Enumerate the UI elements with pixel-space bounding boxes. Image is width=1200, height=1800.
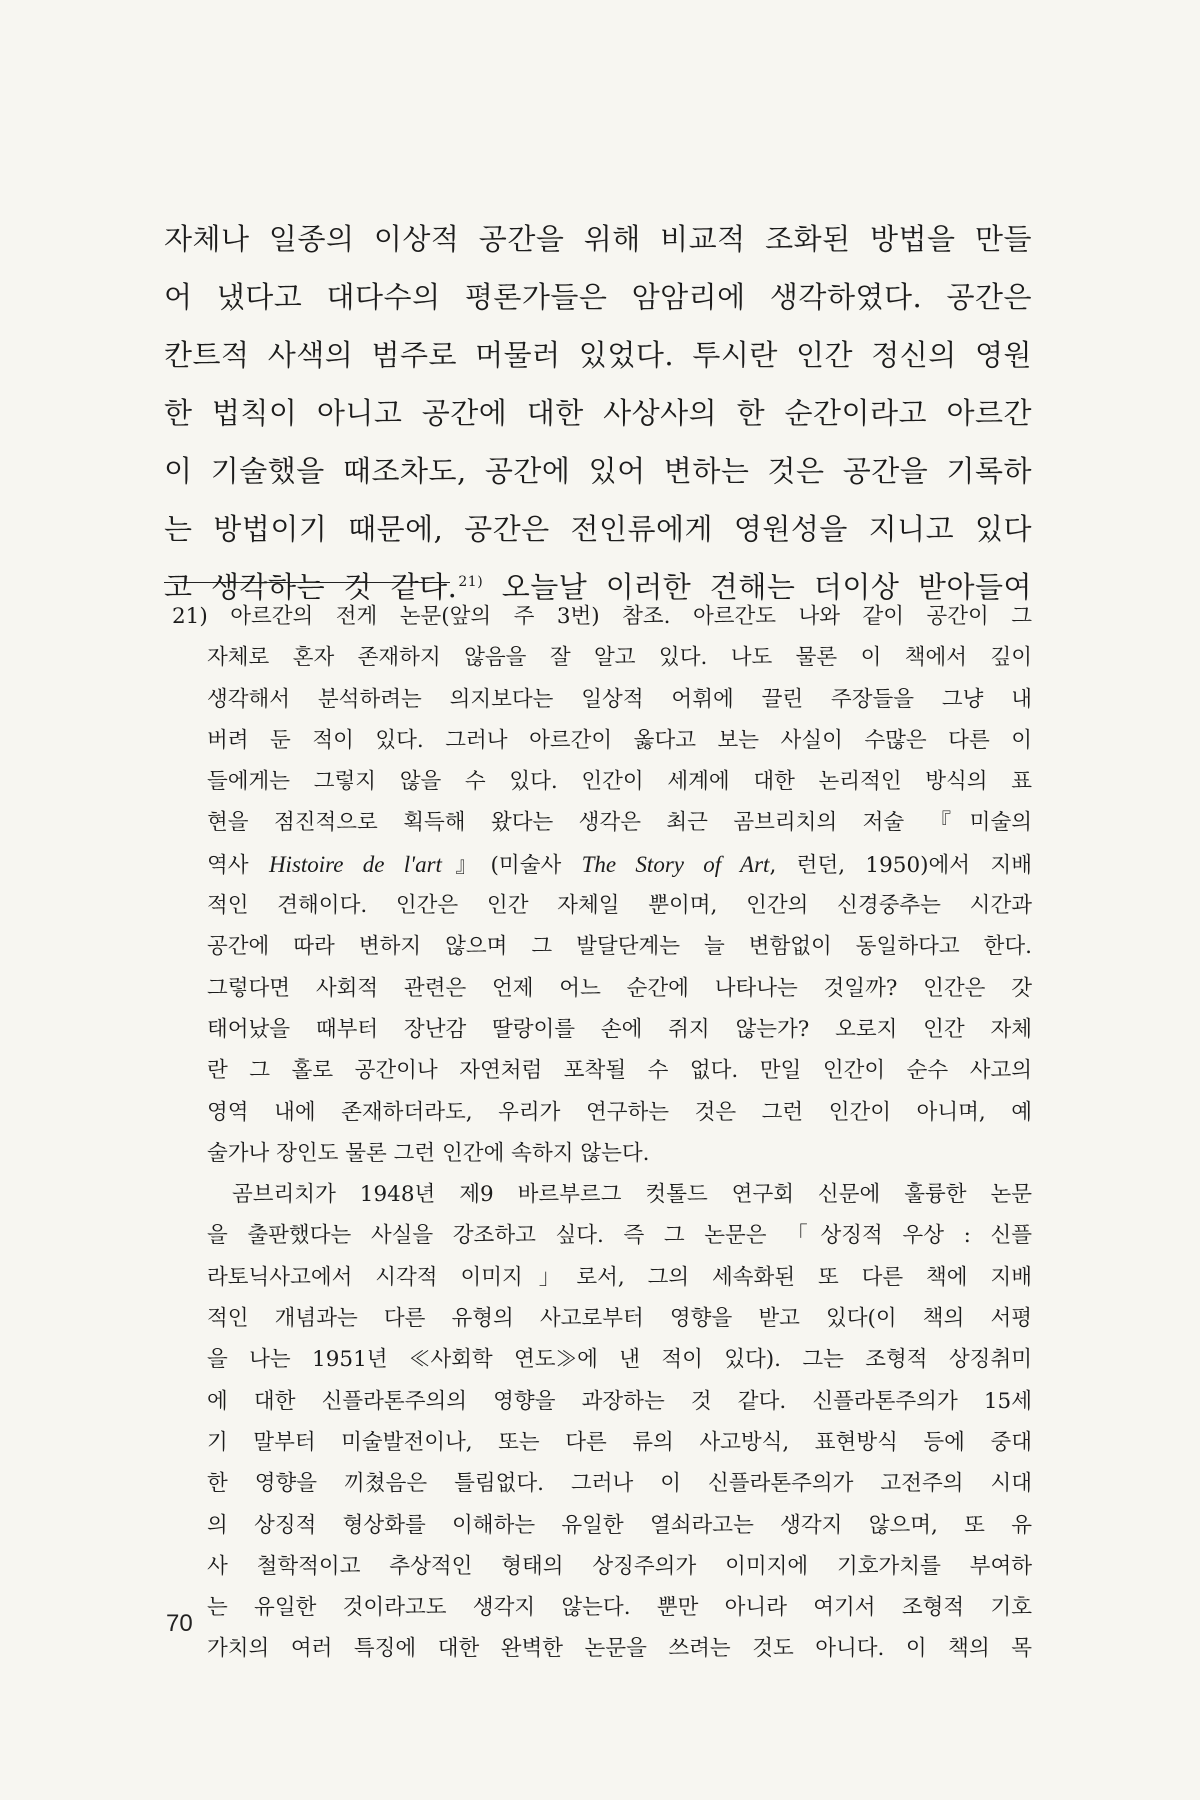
- footnote-paragraph-end: 술가나 장인도 물론 그런 인간에 속하지 않는다.: [207, 1140, 650, 1166]
- main-text: [164, 210, 1032, 616]
- footnote-line: 태어났을 때부터 장난감 딸랑이를 손에 쥐지 않는가? 오로지 인간 자체: [207, 1016, 1032, 1042]
- footnote-line: 을 출판했다는 사실을 강조하고 싶다. 즉 그 논문은 「상징적 우상 : 신플: [207, 1223, 1032, 1249]
- footnote-line: 기 말부터 미술발전이나, 또는 다른 류의 사고방식, 표현방식 등에 중대: [207, 1429, 1032, 1455]
- footnote-line: 라토닉사고에서 시각적 이미지」로서, 그의 세속화된 또 다른 책에 지배: [207, 1264, 1032, 1290]
- footnote-separator: [164, 582, 450, 583]
- body-line: 는 방법이기 때문에, 공간은 전인류에게 영원성을 지니고 있다: [164, 512, 1032, 546]
- footnote-line: 사 철학적이고 추상적인 형태의 상징주의가 이미지에 기호가치를 부여하: [207, 1553, 1032, 1579]
- citation-suffix: , 런던, 1950)에서 지배: [769, 852, 1032, 878]
- footnote-first-text: 아르간의 전게 논문(앞의 주 3번) 참조. 아르간도 나와 같이 공간이 그: [230, 604, 1032, 629]
- body-line: 한 법칙이 아니고 공간에 대한 사상사의 한 순간이라고 아르간: [164, 396, 1032, 430]
- footnote-line: 을 나는 1951년 ≪사회학 연도≫에 낸 적이 있다). 그는 조형적 상징취미: [207, 1347, 1032, 1373]
- book-title-french: Histoire de l'art: [268, 851, 442, 877]
- body-line: 자체나 일종의 이상적 공간을 위해 비교적 조화된 방법을 만들: [164, 222, 1032, 256]
- footnote-line: 공간에 따라 변하지 않으며 그 발달단계는 늘 변함없이 동일하다고 한다.: [207, 934, 1032, 960]
- footnote-line: 영역 내에 존재하더라도, 우리가 연구하는 것은 그런 인간이 아니며, 예: [207, 1099, 1032, 1125]
- footnote-line: 한 영향을 끼쳤음은 틀림없다. 그러나 이 신플라톤주의가 고전주의 시대: [207, 1471, 1032, 1497]
- footnote-line: 적인 개념과는 다른 유형의 사고로부터 영향을 받고 있다(이 책의 서평: [207, 1306, 1032, 1332]
- footnote-line: 가치의 여러 특징에 대한 완벽한 논문을 쓰려는 것도 아니다. 이 책의 목: [207, 1636, 1032, 1662]
- body-line: 어 냈다고 대다수의 평론가들은 암암리에 생각하였다. 공간은: [164, 280, 1032, 314]
- footnote-line: 적인 견해이다. 인간은 인간 자체일 뿐이며, 인간의 신경중추는 시간과: [207, 893, 1032, 919]
- footnote-21: [164, 596, 1032, 1670]
- footnote-line: 자체로 혼자 존재하지 않음을 잘 알고 있다. 나도 물론 이 책에서 깊이: [207, 645, 1032, 671]
- page-number: 70: [166, 1610, 193, 1637]
- footnote-first-line: [164, 596, 1032, 637]
- footnote-reference[interactable]: 21): [458, 574, 484, 591]
- footnote-line: 버려 둔 적이 있다. 그러나 아르간이 옳다고 보는 사실이 수많은 다른 이: [207, 727, 1032, 753]
- body-text-after-ref: 오늘날 이러한 견해는 더이상 받아들여: [483, 570, 1032, 604]
- footnote-paragraph-start: 곰브리치가 1948년 제9 바르부르그 컷톨드 연구회 신문에 훌륭한 논문: [232, 1182, 1032, 1208]
- footnote-line: 그렇다면 사회적 관련은 언제 어느 순간에 나타나는 것일까? 인간은 갓: [207, 975, 1032, 1001]
- footnote-book-citation-line: [164, 844, 1032, 885]
- body-text-before-ref: 고 생각하는 것 같다.: [164, 570, 458, 604]
- body-line: 이 기술했을 때조차도, 공간에 있어 변하는 것은 공간을 기록하: [164, 454, 1032, 488]
- footnote-number: 21): [172, 604, 208, 629]
- footnote-line: 들에게는 그렇지 않을 수 있다. 인간이 세계에 대한 논리적인 방식의 표: [207, 769, 1032, 795]
- footnote-line: 생각해서 분석하려는 의지보다는 일상적 어휘에 끌린 주장들을 그냥 내: [207, 686, 1032, 712]
- footnote-line: 에 대한 신플라톤주의의 영향을 과장하는 것 같다. 신플라톤주의가 15세: [207, 1388, 1032, 1414]
- book-title-english: The Story of Art: [581, 851, 770, 877]
- footnote-line: 의 상징적 형상화를 이해하는 유일한 열쇠라고는 생각지 않으며, 또 유: [207, 1512, 1032, 1538]
- citation-middle: 』(미술사: [441, 852, 582, 878]
- footnote-line: 현을 점진적으로 획득해 왔다는 생각은 최근 곰브리치의 저술 『미술의: [207, 810, 1032, 836]
- citation-prefix: 역사: [207, 852, 269, 878]
- footnote-line: 란 그 홀로 공간이나 자연처럼 포착될 수 없다. 만일 인간이 순수 사고의: [207, 1058, 1032, 1084]
- footnote-line: 는 유일한 것이라고도 생각지 않는다. 뿐만 아니라 여기서 조형적 기호: [207, 1595, 1032, 1621]
- body-line: 칸트적 사색의 범주로 머물러 있었다. 투시란 인간 정신의 영원: [164, 338, 1032, 372]
